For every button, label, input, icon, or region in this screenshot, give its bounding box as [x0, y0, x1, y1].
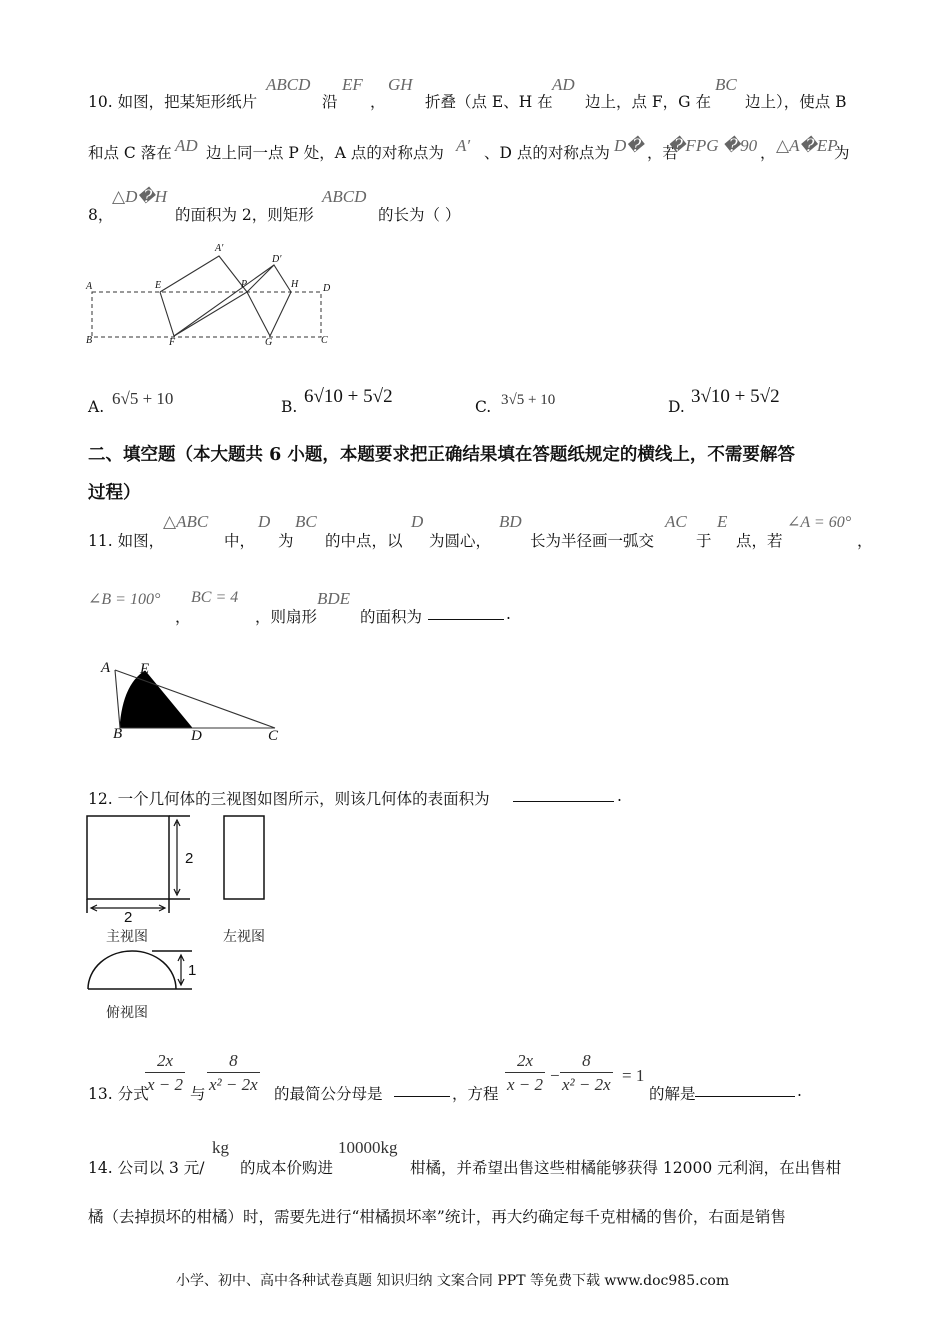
math-angle-b: ∠B = 100°: [88, 591, 161, 608]
q10-fold-figure: [80, 240, 340, 350]
q12-three-views: [82, 810, 292, 1025]
q10-text: 的长为（ ）: [378, 206, 461, 224]
q10-text: 和点 C 落在: [88, 144, 172, 162]
left-view-label: 左视图: [223, 928, 265, 944]
section-heading-cont: 过程）: [88, 483, 141, 503]
fig-label-a: A: [101, 660, 111, 676]
math-d: D: [411, 512, 424, 531]
fig-label-c: C: [321, 335, 328, 346]
q11-text: 为圆心，: [429, 532, 492, 550]
fig-label-e: E: [155, 280, 162, 291]
math-a-prime: A′: [456, 136, 471, 155]
dim-height: 2: [185, 850, 194, 867]
fraction-1: $\frac{2x}{x - 2}$: [147, 1051, 184, 1094]
fig-label-e: E: [140, 661, 150, 677]
math-abcd: ABCD: [322, 187, 367, 206]
math-triangle-aep: △A�EP: [776, 136, 838, 155]
q11-text: ，则扇形: [255, 608, 318, 626]
math-bde: BDE: [317, 589, 351, 608]
q10-text: 边上），使点 B: [745, 93, 847, 111]
math-ad: AD: [552, 75, 575, 94]
math-gh: GH: [388, 75, 413, 94]
answer-blank-2[interactable]: [695, 1082, 795, 1097]
q11-text: ，: [175, 608, 191, 626]
q11-text: 的中点，以: [325, 532, 403, 550]
left-view-rectangle: [224, 816, 264, 899]
math-ad: AD: [175, 136, 198, 155]
q12-text: .: [617, 787, 622, 805]
fig-label-b: B: [86, 335, 93, 346]
q10-text: 边上同一点 P 处，A 点的对称点为: [206, 144, 444, 162]
math-bd: BD: [499, 512, 522, 531]
front-view-label: 主视图: [106, 928, 148, 944]
option-c-expr: 3√5 + 10: [501, 392, 556, 408]
rectangle-outline: [92, 292, 321, 337]
math-bc-equals: BC = 4: [191, 589, 239, 606]
q11-triangle-figure: [95, 655, 295, 745]
answer-blank-1[interactable]: [394, 1082, 450, 1097]
fig-label-a: A: [86, 281, 93, 292]
q10-text: ，若: [647, 144, 679, 162]
fig-label-g: G: [265, 337, 273, 348]
option-d-expr: 3√10 + 5√2: [691, 386, 780, 407]
top-view-semicircle: [88, 951, 176, 989]
q14-text: 的成本价购进: [240, 1159, 334, 1177]
equation-minus: −: [550, 1066, 560, 1085]
q11-text: 11. 如图，: [88, 532, 165, 550]
section-heading: 二、填空题（本大题共 6 小题，本题要求把正确结果填在答题纸规定的横线上，不需要解答: [88, 445, 795, 465]
math-ef: EF: [342, 75, 363, 94]
q11-text: 为: [278, 532, 294, 550]
math-angle-fpg: �FPG �90: [668, 136, 758, 155]
option-b-label: B.: [281, 398, 298, 416]
math-d: D: [258, 512, 271, 531]
q11-text: ，: [857, 532, 873, 550]
q11-text: 长为半径画一弧交: [530, 532, 655, 550]
math-abcd: ABCD: [266, 75, 311, 94]
fig-label-p: P: [241, 279, 248, 290]
fig-label-d: D: [191, 728, 202, 744]
fig-label-c: C: [268, 728, 279, 744]
q10-text: 8，: [88, 206, 114, 224]
q14-text: 14. 公司以 3 元/: [88, 1159, 205, 1177]
math-10000kg: 10000kg: [338, 1138, 398, 1157]
fig-label-d: D: [323, 283, 331, 294]
q10-text: 10. 如图，把某矩形纸片: [88, 93, 258, 111]
q11-text: 的面积为: [360, 608, 423, 626]
q11-text: 点，若: [736, 532, 783, 550]
q14-line2: 橘（去掉损坏的柑橘）时，需要先进行“柑橘损坏率”统计，再大约确定每千克柑橘的售价，右面是销售: [88, 1208, 786, 1226]
q11-text: 于: [696, 532, 712, 550]
q10-text: 沿: [322, 93, 338, 111]
math-d-prime: D�: [614, 136, 644, 155]
dim-depth: 1: [188, 962, 197, 979]
q10-text: 的面积为 2，则矩形: [175, 206, 314, 224]
math-ac: AC: [665, 512, 687, 531]
q13-text: 的解是: [649, 1085, 696, 1103]
q13-text: 13. 分式: [88, 1085, 149, 1103]
q10-text: 为: [834, 144, 850, 162]
fig-label-d-prime: D′: [272, 254, 282, 265]
q10-text: 、D 点的对称点为: [484, 144, 610, 162]
q10-text: 折叠（点 E、H 在: [425, 93, 553, 111]
option-a-expr: 6√5 + 10: [112, 389, 174, 408]
q13-text: 与: [190, 1085, 206, 1103]
fig-label-f: F: [169, 337, 176, 348]
math-triangle-dh: △D�H: [112, 187, 168, 206]
equation-rhs: = 1: [622, 1066, 645, 1085]
shaded-sector: [120, 671, 192, 728]
option-b-expr: 6√10 + 5√2: [304, 386, 393, 407]
top-view-label: 俯视图: [106, 1004, 148, 1020]
answer-blank[interactable]: [428, 605, 504, 620]
equation-fraction-1: $\frac{2x}{x - 2}$: [507, 1051, 544, 1094]
fraction-2: $\frac{8}{\text{x² − 2x}}$: [209, 1051, 258, 1094]
page-footer: 小学、初中、高中各种试卷真题 知识归纳 文案合同 PPT 等免费下载 www.doc985.com: [176, 1273, 730, 1289]
q14-text: 柑橘，并希望出售这些柑橘能够获得 12000 元利润，在出售柑: [410, 1159, 842, 1177]
front-view-square: [87, 816, 169, 899]
answer-blank[interactable]: [513, 787, 614, 802]
math-kg: kg: [212, 1138, 229, 1157]
q13-text: ，方程: [452, 1085, 499, 1103]
q10-text: 边上，点 F，G 在: [585, 93, 711, 111]
option-d-label: D.: [668, 398, 685, 416]
fig-label-b: B: [113, 726, 123, 742]
q10-text: ，: [370, 93, 386, 111]
q11-text: .: [506, 605, 511, 623]
math-bc: BC: [715, 75, 737, 94]
dim-width: 2: [124, 909, 133, 926]
math-e: E: [717, 512, 728, 531]
q11-text: 中，: [224, 532, 256, 550]
q10-text: ，: [760, 144, 776, 162]
math-triangle-abc: △ABC: [163, 512, 209, 531]
option-a-label: A.: [88, 398, 105, 416]
q12-text: 12. 一个几何体的三视图如图所示，则该几何体的表面积为: [88, 790, 490, 808]
math-angle-a: ∠A = 60°: [787, 514, 852, 531]
fig-label-h: H: [291, 279, 299, 290]
option-c-label: C.: [475, 398, 492, 416]
q13-text: .: [797, 1082, 802, 1100]
q13-text: 的最简公分母是: [274, 1085, 383, 1103]
equation-fraction-2: $\frac{8}{\text{x² − 2x}}$: [562, 1051, 611, 1094]
math-bc: BC: [295, 512, 317, 531]
fig-label-a-prime: A′: [215, 243, 224, 254]
